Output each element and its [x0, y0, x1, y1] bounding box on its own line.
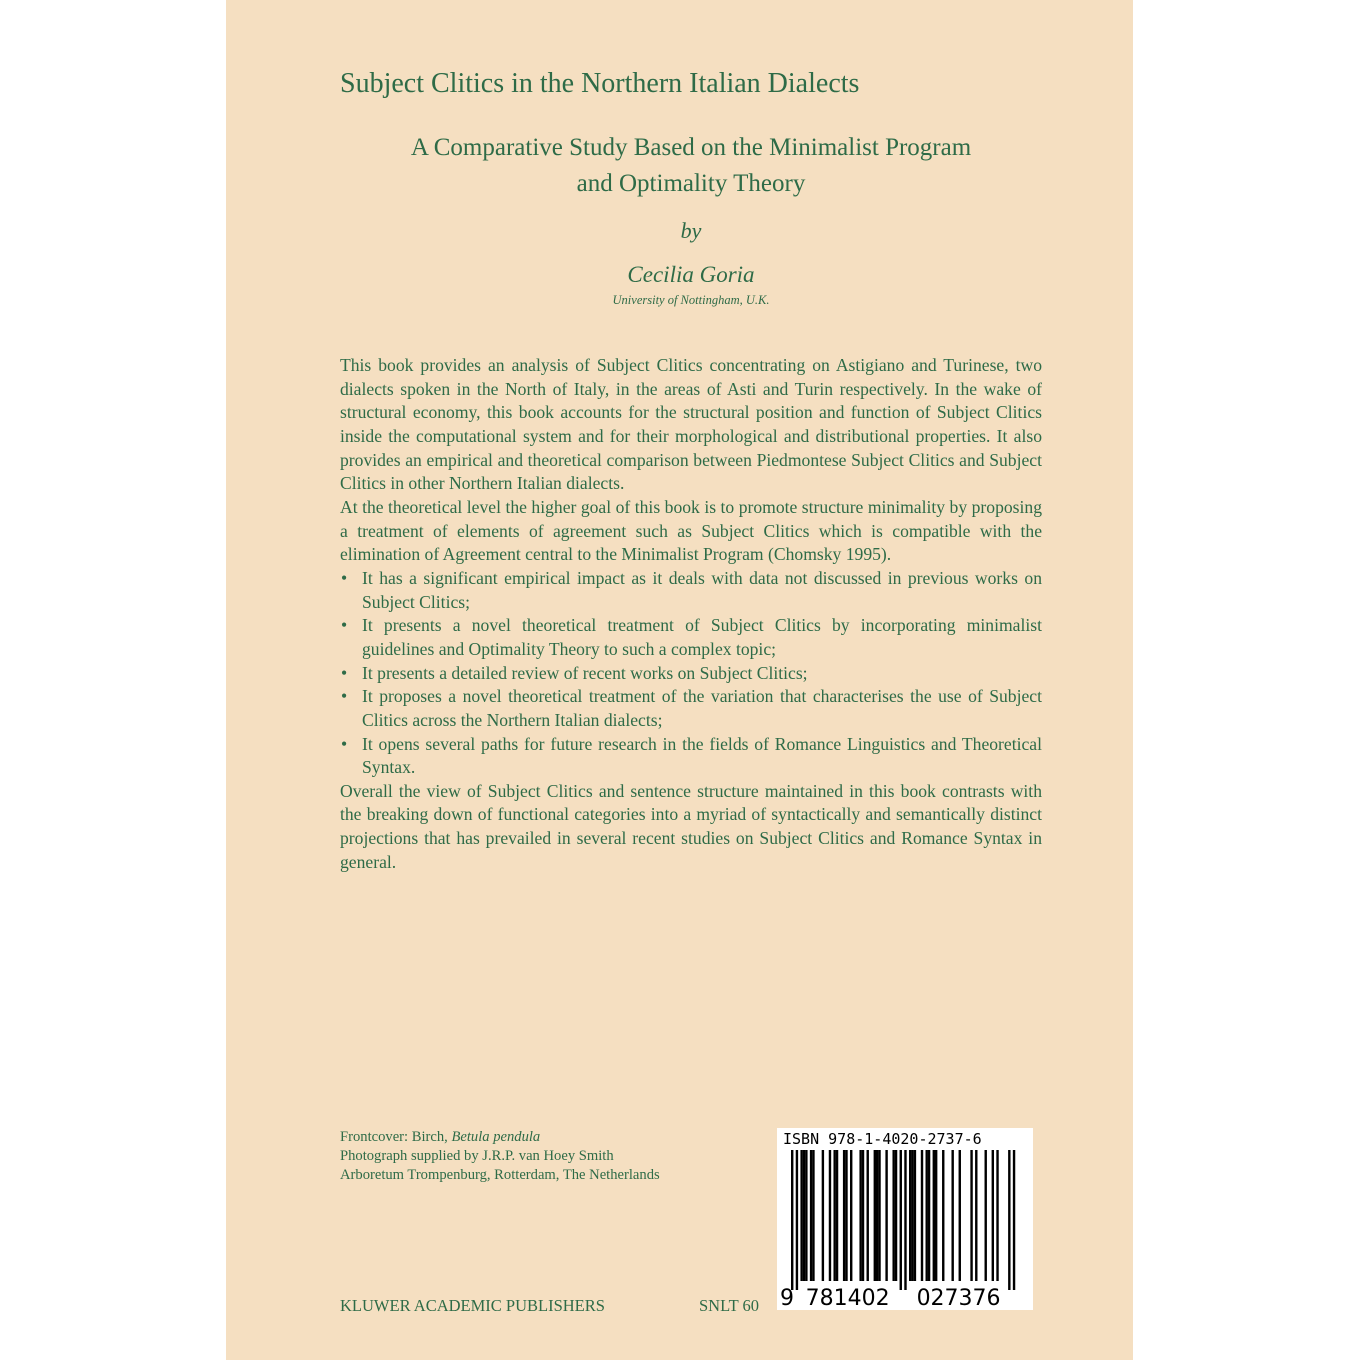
barcode-bar: [914, 1150, 916, 1281]
bullet-icon: •: [341, 567, 348, 588]
book-subtitle: [226, 130, 1156, 202]
barcode-bar: [845, 1150, 847, 1281]
barcode-bar: [885, 1150, 887, 1281]
barcode-digits-left: 781402: [805, 1286, 890, 1310]
barcode-bar: [874, 1150, 876, 1281]
barcode-bar: [859, 1150, 861, 1281]
publisher-name: KLUWER ACADEMIC PUBLISHERS: [340, 1296, 605, 1315]
barcode-bar: [796, 1150, 798, 1290]
barcode-bar: [959, 1150, 961, 1281]
barcode-graphic: [777, 1128, 1033, 1310]
barcode-bar: [975, 1150, 977, 1281]
bullet-icon: •: [341, 733, 348, 754]
barcode-bar: [926, 1150, 928, 1281]
barcode-bar: [843, 1150, 845, 1281]
barcode-bar: [833, 1150, 835, 1281]
barcode-bar: [850, 1150, 852, 1281]
feature-text: It opens several paths for future research in the fields of Romance Linguistics and Theoretical Syntax.: [362, 733, 1042, 778]
barcode-bar: [836, 1150, 838, 1281]
isbn-barcode: [777, 1128, 1033, 1310]
blurb-paragraph-1: This book provides an analysis of Subject Clitics concentrating on Astigiano and Turinese, two dialects spoken in the North of Italy, in the areas of Asti and Turin respectively. In the wake of structural economy, this book accounts for the structural position and function of Subject Clitics inside the computational system and for their morphological and distributional properties. It also provides an empirical and theoretical comparison between Piedmontese Subject Clitics and Subject Clitics in other Northern Italian dialects.: [340, 355, 1042, 494]
barcode-bar: [996, 1150, 998, 1281]
author-name: Cecilia Goria: [627, 262, 755, 287]
barcode-bar: [933, 1150, 935, 1281]
barcode-bar: [911, 1150, 913, 1281]
barcode-bar: [867, 1150, 869, 1281]
book-title: Subject Clitics in the Northern Italian Dialects: [340, 68, 860, 99]
by-label: by: [680, 218, 702, 243]
feature-list-item: [340, 733, 1042, 780]
barcode-bar: [1013, 1150, 1015, 1290]
barcode-bar: [829, 1150, 831, 1281]
feature-text: It has a significant empirical impact as it deals with data not discussed in previous works on Subject Clitics;: [362, 567, 1042, 612]
barcode-bar: [921, 1150, 923, 1281]
barcode-bar: [900, 1150, 902, 1290]
subtitle-line-2: and Optimality Theory: [576, 170, 806, 197]
barcode-digits-right: 027376: [916, 1286, 1001, 1310]
bullet-icon: •: [341, 686, 348, 707]
barcode-bar: [892, 1150, 894, 1281]
feature-list: [340, 567, 1042, 780]
barcode-bar: [970, 1150, 972, 1281]
barcode-bar: [812, 1150, 814, 1281]
feature-list-item: [340, 614, 1042, 661]
barcode-bar: [876, 1150, 878, 1281]
barcode-bar: [942, 1150, 944, 1281]
isbn-label: ISBN 978-1-4020-2737-6: [783, 1130, 982, 1148]
frontcover-species: Betula pendula: [451, 1129, 541, 1145]
barcode-bar: [928, 1150, 930, 1281]
barcode-bar: [992, 1150, 994, 1281]
feature-text: It proposes a novel theoretical treatment of the variation that characterises the use of Subject Clitics across the Northern Italian dialects;: [362, 686, 1042, 730]
feature-list-item: [340, 567, 1042, 614]
barcode-bar: [904, 1150, 906, 1290]
feature-list-item: [340, 685, 1042, 732]
blurb: [340, 354, 1042, 874]
cover-credits: [340, 1128, 660, 1185]
author-affiliation: University of Nottingham, U.K.: [612, 293, 770, 307]
barcode-bar: [791, 1150, 793, 1290]
barcode-bar: [803, 1150, 805, 1281]
blurb-paragraph-2: At the theoretical level the higher goal of this book is to promote structure minimality by proposing a treatment of elements of agreement such as Subject Clitics which is compatible with the elimination of Agreement central to the Minimalist Program (Chomsky 1995).: [340, 496, 1042, 565]
subtitle-line-1: A Comparative Study Based on the Minimalist Program: [410, 134, 972, 161]
frontcover-label: Frontcover: Birch,: [340, 1129, 452, 1145]
barcode-bar: [805, 1150, 807, 1281]
bullet-icon: •: [341, 662, 348, 683]
feature-list-item: [340, 662, 1042, 686]
book-back-cover: [226, 0, 1133, 1360]
barcode-bar: [862, 1150, 864, 1281]
photo-credit: Photograph supplied by J.R.P. van Hoey Smith: [340, 1148, 614, 1164]
blurb-paragraph-3: Overall the view of Subject Clitics and sentence structure maintained in this book contrasts with the breaking down of functional categories into a myriad of syntactically and semantically distinct projections that has prevailed in several recent studies on Subject Clitics and Romance Syntax in general.: [340, 780, 1042, 872]
barcode-bar: [822, 1150, 824, 1281]
feature-text: It presents a detailed review of recent works on Subject Clitics;: [362, 662, 808, 683]
barcode-bar: [1008, 1150, 1010, 1290]
barcode-bar: [909, 1150, 911, 1281]
series-number: SNLT 60: [699, 1296, 760, 1315]
barcode-bar: [800, 1150, 802, 1281]
feature-text: It presents a novel theoretical treatment of Subject Clitics by incorporating minimalist guidelines and Optimality Theory to such a complex topic;: [362, 615, 1042, 659]
bullet-icon: •: [341, 615, 348, 636]
frontcover-credit: [340, 1128, 660, 1147]
location-credit: Arboretum Trompenburg, Rotterdam, The Netherlands: [340, 1167, 660, 1183]
barcode-digit-lead: 9: [780, 1286, 794, 1310]
barcode-bar: [935, 1150, 937, 1281]
barcode-bar: [810, 1150, 812, 1281]
barcode-bar: [985, 1150, 987, 1281]
barcode-bar: [951, 1150, 953, 1281]
barcode-bar: [878, 1150, 880, 1281]
barcode-bar: [895, 1150, 897, 1281]
